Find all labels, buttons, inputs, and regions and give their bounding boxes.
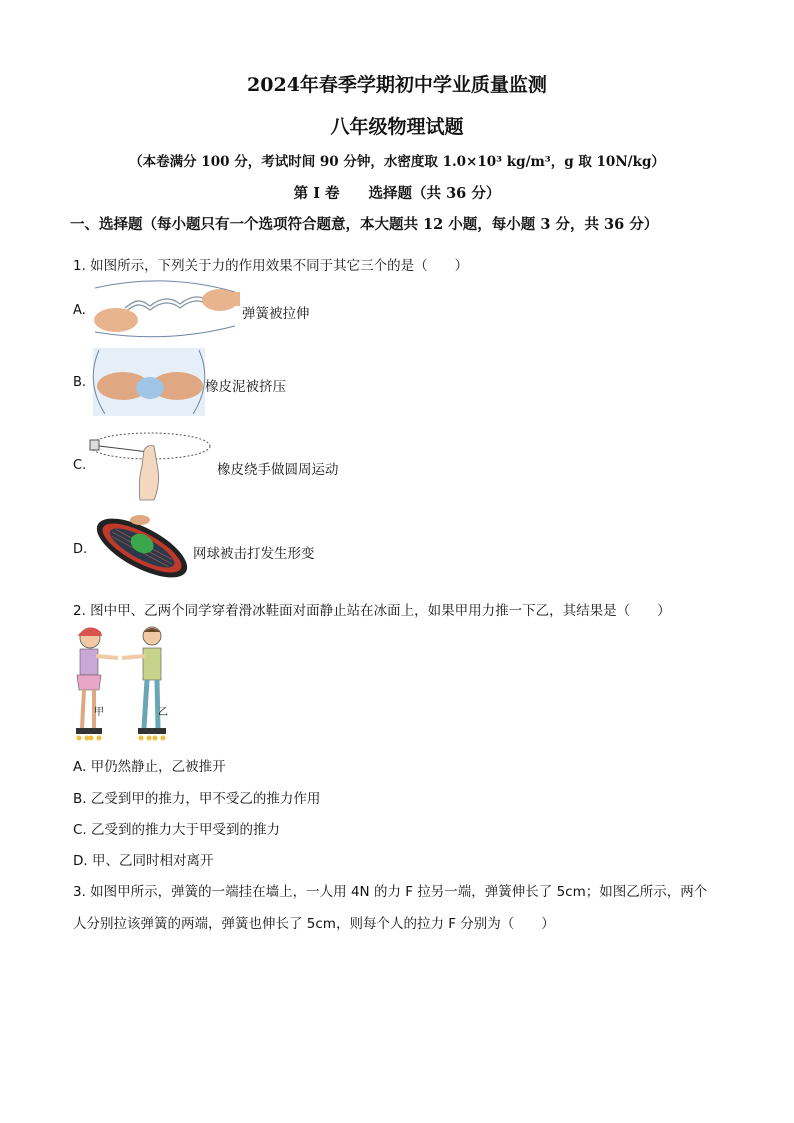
section-heading: 一、选择题（每小题只有一个选项符合题意，本大题共 12 小题，每小题 3 分，共 36 分） <box>70 216 659 233</box>
skater-label-right: 乙 <box>158 707 168 718</box>
q2-option-a: A. 甲仍然静止，乙被推开 <box>73 759 226 775</box>
question-1-stem: 1. 如图所示，下列关于力的作用效果不同于其它三个的是（ ） <box>73 258 469 274</box>
q2-option-b: B. 乙受到甲的推力，甲不受乙的推力作用 <box>73 791 321 807</box>
q2-option-d: D. 甲、乙同时相对离开 <box>73 853 214 869</box>
skater-label-left: 甲 <box>94 707 104 718</box>
question-3-stem-line1: 3. 如图甲所示，弹簧的一端挂在墙上，一人用 4N 的力 F 拉另一端，弹簧伸长了 5cm；如图乙所示，两个 <box>73 884 708 900</box>
q1-option-d-letter: D. <box>73 542 88 557</box>
q1-option-b-letter: B. <box>73 375 87 390</box>
q1-option-c-caption: 橡皮绕手做圆周运动 <box>217 462 339 478</box>
q2-option-c: C. 乙受到的推力大于甲受到的推力 <box>73 822 281 838</box>
eraser-circle-figure <box>88 430 213 502</box>
exam-note: （本卷满分 100 分，考试时间 90 分钟，水密度取 1.0×10³ kg/m³，g 取 10N/kg） <box>129 154 665 170</box>
q1-option-a-caption: 弹簧被拉伸 <box>242 306 310 322</box>
clay-squeeze-figure <box>93 348 205 416</box>
q1-option-b-caption: 橡皮泥被挤压 <box>205 379 286 395</box>
exam-part: 第 I 卷 选择题（共 36 分） <box>293 185 501 202</box>
spring-stretch-figure <box>90 282 240 338</box>
skaters-figure <box>70 624 180 746</box>
q1-option-c-letter: C. <box>73 458 87 473</box>
exam-title: 2024年春季学期初中学业质量监测 <box>247 74 547 96</box>
question-3-stem-line2: 人分别拉该弹簧的两端，弹簧也伸长了 5cm，则每个人的拉力 F 分别为（ ） <box>73 916 555 932</box>
question-2-stem: 2. 图中甲、乙两个同学穿着滑冰鞋面对面静止站在冰面上，如果甲用力推一下乙，其结果是（ ） <box>73 603 671 619</box>
q1-option-a-letter: A. <box>73 303 86 318</box>
q1-option-d-caption: 网球被击打发生形变 <box>193 546 315 562</box>
exam-subject: 八年级物理试题 <box>330 116 464 138</box>
tennis-racket-figure <box>90 508 194 588</box>
